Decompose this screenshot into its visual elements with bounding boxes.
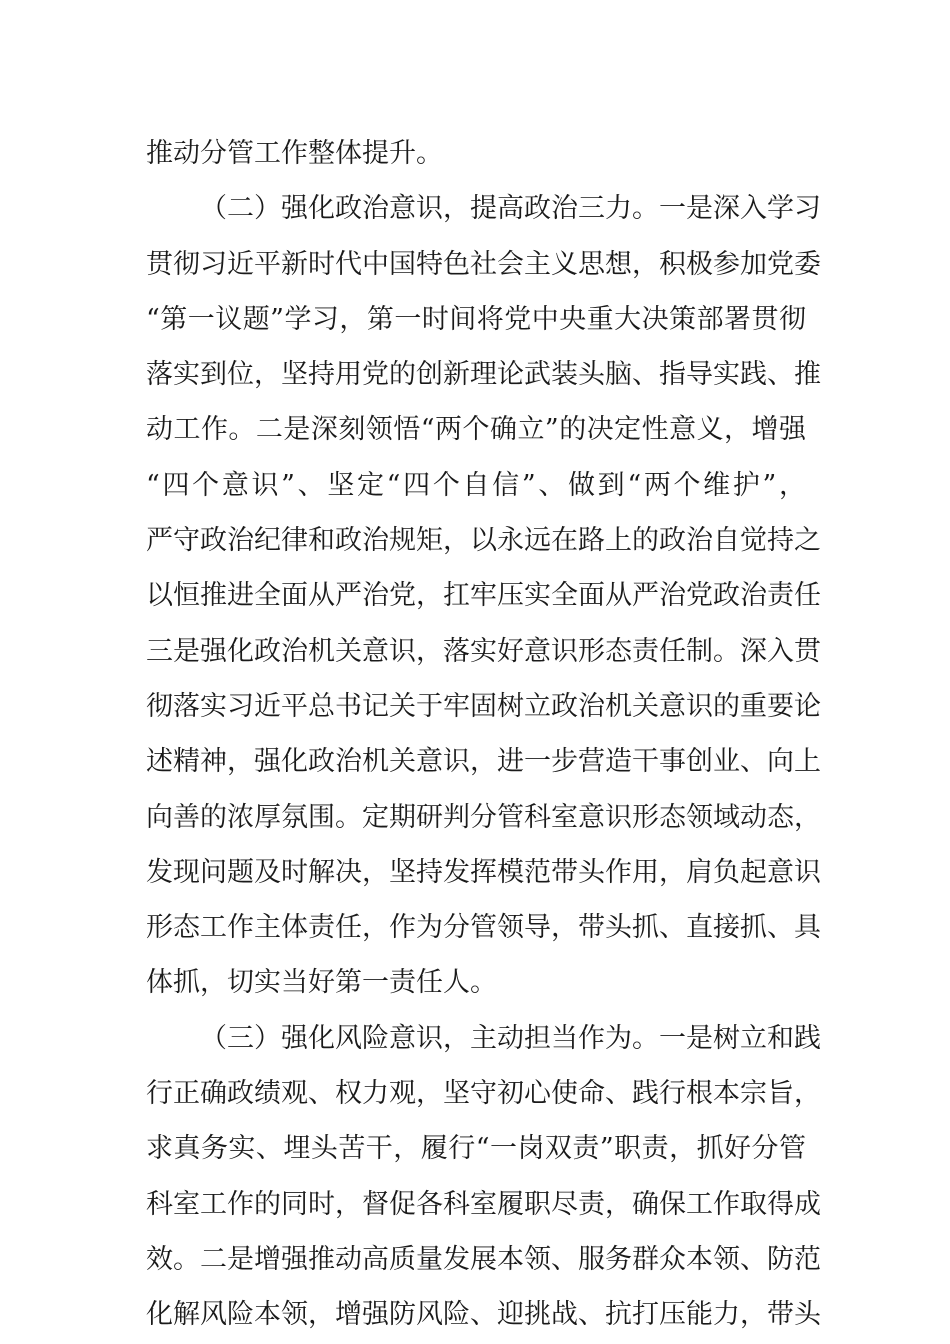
body-text (146, 126, 821, 1343)
text-line: 效。二是增强推动高质量发展本领、服务群众本领、防范 (146, 1243, 821, 1275)
text-line: 形态工作主体责任，作为分管领导，带头抓、直接抓、具 (146, 912, 821, 944)
text-line: 贯彻习近平新时代中国特色社会主义思想，积极参加党委 (146, 248, 821, 280)
text-line: 严守政治纪律和政治规矩，以永远在路上的政治自觉持之 (146, 525, 821, 557)
text-line: 推动分管工作整体提升。 (146, 138, 443, 169)
text-line: 向善的浓厚氛围。定期研判分管科室意识形态领域动态， (146, 801, 821, 833)
paragraph-heading-line: （三）强化风险意识，主动担当作为。一是树立和践 (200, 1022, 821, 1054)
paragraph-heading-line: （二）强化政治意识，提高政治三力。一是深入学习 (200, 193, 821, 225)
text-line: 体抓，切实当好第一责任人。 (146, 967, 497, 999)
text-line: “第一议题”学习，第一时间将党中央重大决策部署贯彻 (146, 303, 806, 335)
text-line: 化解风险本领，增强防风险、迎挑战、抗打压能力，带头 (146, 1299, 821, 1331)
text-line: 以恒推进全面从严治党，扛牢压实全面从严治党政治责任 (146, 580, 821, 612)
text-line: 求真务实、埋头苦干，履行“一岗双责”职责，抓好分管 (146, 1133, 806, 1165)
text-line: 落实到位，坚持用党的创新理论武装头脑、指导实践、推 (146, 359, 821, 391)
text-line: 三是强化政治机关意识，落实好意识形态责任制。深入贯 (146, 635, 821, 667)
text-line: 科室工作的同时，督促各科室履职尽责，确保工作取得成 (146, 1188, 821, 1220)
text-line: “四个意识”、坚定“四个自信”、做到“两个维护”， (146, 469, 806, 501)
text-line: 行正确政绩观、权力观，坚守初心使命、践行根本宗旨， (146, 1078, 821, 1110)
text-line: 彻落实习近平总书记关于牢固树立政治机关意识的重要论 (146, 690, 821, 722)
text-line: 动工作。二是深刻领悟“两个确立”的决定性意义，增强 (146, 414, 806, 446)
text-line: 述精神，强化政治机关意识，进一步营造干事创业、向上 (146, 746, 821, 778)
text-line: 发现问题及时解决，坚持发挥模范带头作用，肩负起意识 (146, 856, 821, 888)
